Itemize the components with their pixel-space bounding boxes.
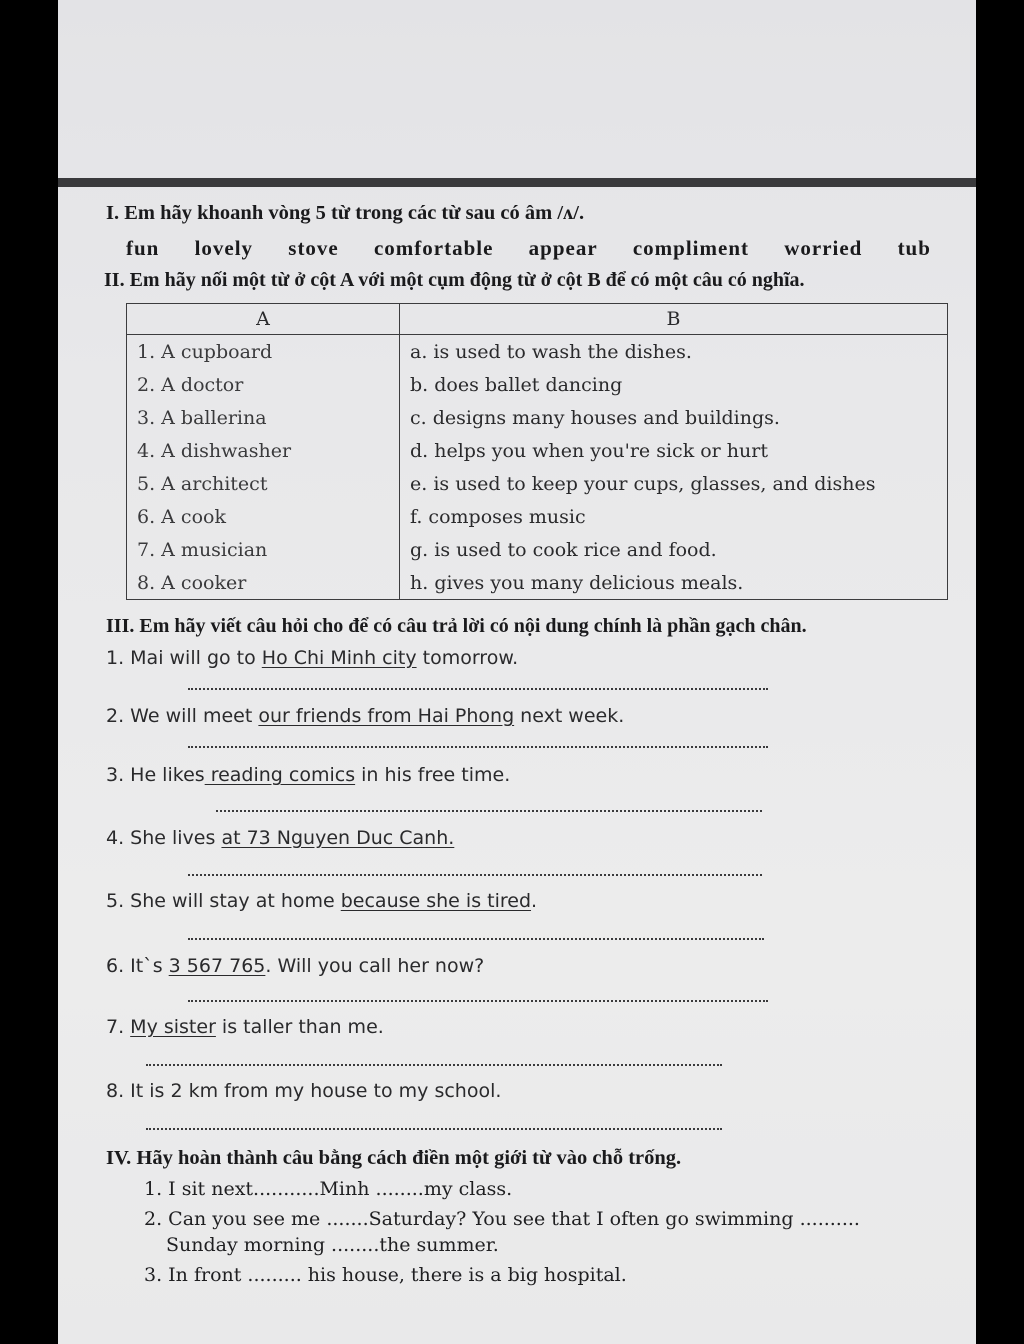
table-row [127,500,948,533]
underlined-answer: our friends from Hai Phong [258,705,515,727]
column-b-cell: h. gives you many delicious meals. [400,566,948,600]
column-b-cell: f. composes music [400,500,948,533]
answer-line[interactable] [188,1000,768,1002]
question-text: 3. He likes [106,764,205,786]
answer-line[interactable] [188,746,768,748]
section4-heading: IV. Hãy hoàn thành câu bằng cách điền một giới từ vào chỗ trống. [106,1147,682,1169]
fill-in-line-2-cont: Sunday morning ........the summer. [166,1234,499,1256]
column-b-header: B [400,304,948,335]
column-b-cell: e. is used to keep your cups, glasses, and dishes [400,467,948,500]
table-row [127,401,948,434]
word: tub [897,236,931,260]
column-a-cell: 6. A cook [127,500,400,533]
table-row [127,434,948,467]
column-a-header: A [127,304,400,335]
word: appear [528,236,598,260]
column-a-cell: 2. A doctor [127,368,400,401]
table-row [127,566,948,600]
column-a-cell: 4. A dishwasher [127,434,400,467]
column-b-cell: g. is used to cook rice and food. [400,533,948,566]
answer-line[interactable] [146,1064,722,1066]
question-3 [106,764,510,786]
section3-heading: III. Em hãy viết câu hỏi cho để có câu trả lời có nội dung chính là phần gạch chân. [106,615,807,637]
question-text: 8. It is 2 km from my house to my school. [106,1080,502,1102]
column-a-cell: 1. A cupboard [127,335,400,369]
column-a-cell: 8. A cooker [127,566,400,600]
question-text: 2. We will meet [106,705,259,727]
word: comfortable [373,236,494,260]
word: compliment [632,236,749,260]
answer-line[interactable] [188,688,768,690]
question-text: next week. [514,705,625,727]
table-row [127,533,948,566]
underlined-answer: 3 567 765 [168,955,266,977]
column-b-cell: b. does ballet dancing [400,368,948,401]
question-text: 7. [106,1016,131,1038]
underlined-answer: at 73 Nguyen Duc Canh. [221,827,455,849]
question-text: tomorrow. [416,647,519,669]
question-text: . [531,890,538,912]
question-4 [106,827,454,849]
column-b-cell: d. helps you when you're sick or hurt [400,434,948,467]
word: fun [126,236,160,260]
worksheet-page [58,0,976,1344]
question-text: . Will you call her now? [265,955,485,977]
word: stove [288,236,339,260]
question-text: in his free time. [355,764,511,786]
section2-heading: II. Em hãy nối một từ ở cột A với một cụm động từ ở cột B để có một câu có nghĩa. [104,269,805,291]
table-row [127,335,948,369]
word: worried [784,236,863,260]
question-text: 4. She lives [106,827,222,849]
word: lovely [194,236,254,260]
table-row [127,368,948,401]
question-6 [106,955,484,977]
question-5 [106,890,537,912]
question-2 [106,705,624,727]
answer-line[interactable] [216,810,762,812]
table-row [127,467,948,500]
question-1 [106,647,518,669]
question-text: is taller than me. [215,1016,384,1038]
column-b-cell: a. is used to wash the dishes. [400,335,948,369]
underlined-answer: My sister [130,1016,216,1038]
section1-heading: I. Em hãy khoanh vòng 5 từ trong các từ sau có âm /ʌ/. [106,202,585,224]
question-text: 1. Mai will go to [106,647,262,669]
question-8 [106,1080,501,1102]
fill-in-line-3: 3. In front ......... his house, there is a big hospital. [144,1264,627,1286]
question-text: 6. It`s [106,955,169,977]
column-b-cell: c. designs many houses and buildings. [400,401,948,434]
header-divider [58,178,976,187]
answer-line[interactable] [188,938,764,940]
word-list [126,236,931,261]
underlined-answer: Ho Chi Minh city [261,647,417,669]
fill-in-line-1: 1. I sit next...........Minh ........my class. [144,1178,513,1200]
answer-line[interactable] [146,1128,722,1130]
column-a-cell: 3. A ballerina [127,401,400,434]
matching-table [126,303,948,600]
column-a-cell: 7. A musician [127,533,400,566]
question-7 [106,1016,384,1038]
underlined-answer: reading comics [204,764,356,786]
answer-line[interactable] [188,874,762,876]
column-a-cell: 5. A architect [127,467,400,500]
fill-in-line-2: 2. Can you see me .......Saturday? You see that I often go swimming .......... [144,1208,860,1230]
question-text: 5. She will stay at home [106,890,341,912]
underlined-answer: because she is tired [340,890,532,912]
